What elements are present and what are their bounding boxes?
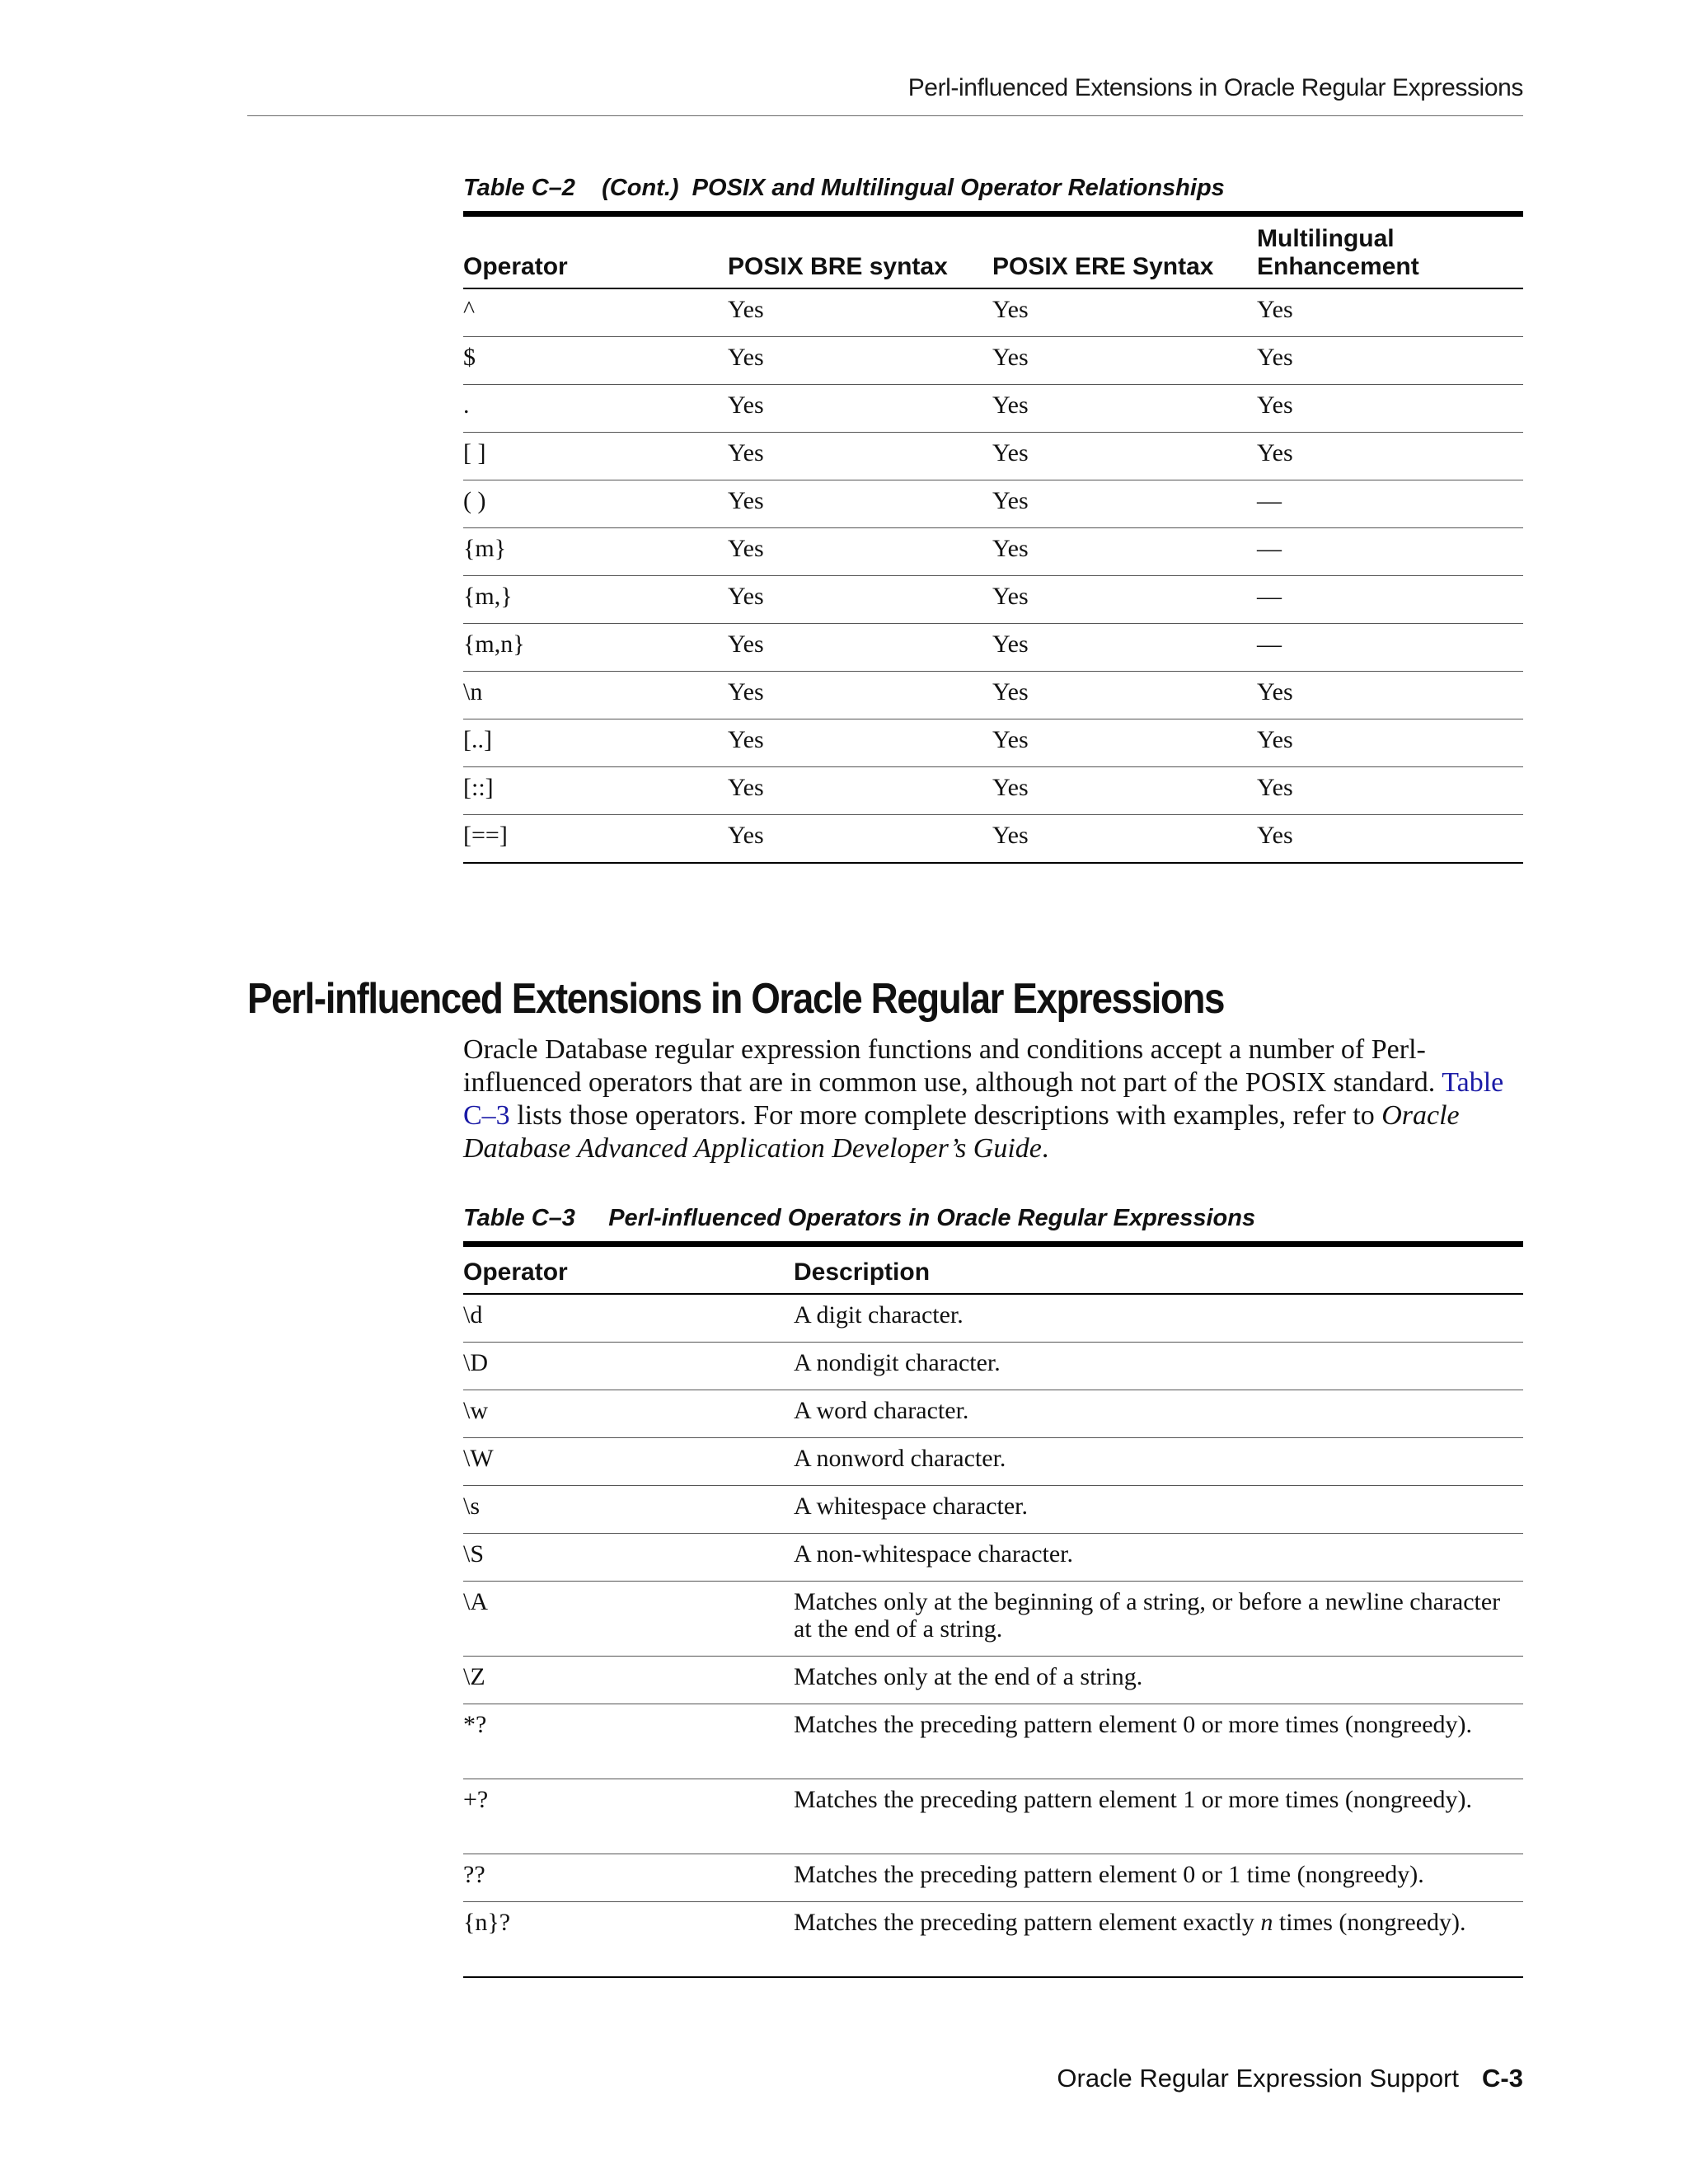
ere-cell: Yes xyxy=(992,822,1029,849)
table-c3 xyxy=(463,1241,1523,1978)
operator-cell: \s xyxy=(463,1486,794,1534)
bre-cell: Yes xyxy=(728,288,992,337)
operator-cell: \d xyxy=(463,1294,794,1343)
bre-cell: Yes xyxy=(728,719,992,767)
multilingual-cell: Yes xyxy=(1257,672,1523,719)
intro-text-2: lists those operators. For more complete descriptions with examples, refer to xyxy=(509,1100,1382,1131)
multilingual-cell: Yes xyxy=(1257,337,1523,385)
table-row xyxy=(463,1294,1523,1343)
header-operator: Operator xyxy=(463,214,728,289)
header-multilingual-line2: Enhancement xyxy=(1257,253,1419,280)
table-row xyxy=(463,1657,1523,1704)
multilingual-cell: Yes xyxy=(1257,822,1293,849)
operator-cell: \W xyxy=(463,1438,794,1486)
table-row xyxy=(463,672,1523,719)
ere-cell: Yes xyxy=(992,624,1257,672)
ere-cell: Yes xyxy=(992,433,1257,480)
header-multilingual-line1: Multilingual xyxy=(1257,225,1395,252)
ere-cell: Yes xyxy=(992,672,1257,719)
table-row xyxy=(463,385,1523,433)
table-header-row xyxy=(463,214,1523,289)
description-cell: A non-whitespace character. xyxy=(794,1534,1523,1582)
table-row xyxy=(463,1582,1523,1657)
operator-cell: ( ) xyxy=(463,480,728,528)
description-cell: A digit character. xyxy=(794,1294,1523,1343)
operator-cell: [==] xyxy=(463,822,508,849)
operator-cell: \n xyxy=(463,672,728,719)
description-cell: A word character. xyxy=(794,1390,1523,1438)
ere-cell: Yes xyxy=(992,719,1257,767)
table-row xyxy=(463,719,1523,767)
operator-cell: {m} xyxy=(463,528,728,576)
header-posix-ere: POSIX ERE Syntax xyxy=(992,214,1257,289)
intro-text-1: Oracle Database regular expression functions and conditions accept a number of Perl-influenced operators that are in common use, although not part of the POSIX standard. xyxy=(463,1034,1442,1098)
table-row xyxy=(463,1390,1523,1438)
operator-cell: [..] xyxy=(463,719,728,767)
multilingual-cell: — xyxy=(1257,480,1523,528)
description-cell: A nondigit character. xyxy=(794,1343,1523,1390)
operator-cell: +? xyxy=(463,1779,794,1854)
description-text: times (nongreedy). xyxy=(1273,1909,1466,1936)
footer-chapter: Oracle Regular Expression Support xyxy=(1057,2064,1460,2093)
description-cell: A nonword character. xyxy=(794,1438,1523,1486)
operator-cell: \S xyxy=(463,1534,794,1582)
table-c2-caption: Table C–2 (Cont.) POSIX and Multilingual Operator Relationships xyxy=(463,175,1225,201)
guide-title: Oracle Database Advanced Application Developer’s Guide xyxy=(463,1100,1460,1164)
header-posix-bre: POSIX BRE syntax xyxy=(728,214,992,289)
multilingual-cell: Yes xyxy=(1257,719,1523,767)
multilingual-cell: Yes xyxy=(1257,288,1523,337)
table-row xyxy=(463,288,1523,337)
table-row xyxy=(463,480,1523,528)
page-number: C-3 xyxy=(1482,2064,1523,2093)
description-cell: Matches only at the end of a string. xyxy=(794,1657,1523,1704)
table-row xyxy=(463,815,1523,864)
operator-cell: \w xyxy=(463,1390,794,1438)
table-row xyxy=(463,624,1523,672)
header-description: Description xyxy=(794,1244,1523,1295)
ere-cell: Yes xyxy=(992,288,1257,337)
table-c2 xyxy=(463,211,1523,864)
table-row xyxy=(463,528,1523,576)
bre-cell: Yes xyxy=(728,337,992,385)
bre-cell: Yes xyxy=(728,528,992,576)
operator-cell: {m,} xyxy=(463,576,728,624)
ere-cell: Yes xyxy=(992,385,1257,433)
intro-text-end: . xyxy=(1041,1133,1049,1164)
description-cell: Matches the preceding pattern element 0 or more times (nongreedy). xyxy=(794,1704,1523,1779)
table-row xyxy=(463,1486,1523,1534)
table-row xyxy=(463,767,1523,815)
header-multilingual xyxy=(1257,214,1523,289)
operator-cell: \Z xyxy=(463,1657,794,1704)
table-row xyxy=(463,1534,1523,1582)
multilingual-cell: Yes xyxy=(1257,433,1523,480)
multilingual-cell: Yes xyxy=(1257,767,1523,815)
table-row xyxy=(463,1854,1523,1902)
operator-cell: \A xyxy=(463,1582,794,1657)
table-row xyxy=(463,337,1523,385)
bre-cell: Yes xyxy=(728,433,992,480)
multilingual-cell: Yes xyxy=(1257,385,1523,433)
bre-cell: Yes xyxy=(728,576,992,624)
description-cell: Matches the preceding pattern element 0 or 1 time (nongreedy). xyxy=(794,1854,1523,1902)
ere-cell: Yes xyxy=(992,337,1257,385)
operator-cell: . xyxy=(463,385,728,433)
operator-cell: [ ] xyxy=(463,433,728,480)
description-cell: Matches the preceding pattern element 1 or more times (nongreedy). xyxy=(794,1779,1523,1854)
operator-cell: {m,n} xyxy=(463,624,728,672)
multilingual-cell: — xyxy=(1257,576,1523,624)
table-c3-caption: Table C–3 Perl-influenced Operators in Oracle Regular Expressions xyxy=(463,1205,1256,1231)
intro-paragraph xyxy=(463,1033,1526,1165)
section-heading: Perl-influenced Extensions in Oracle Regular Expressions xyxy=(247,975,1225,1023)
bre-cell: Yes xyxy=(728,480,992,528)
ere-cell: Yes xyxy=(992,480,1257,528)
running-head: Perl-influenced Extensions in Oracle Regular Expressions xyxy=(907,74,1523,101)
table-row xyxy=(463,433,1523,480)
bre-cell: Yes xyxy=(728,767,992,815)
operator-cell: *? xyxy=(463,1704,794,1779)
description-cell xyxy=(794,1902,1523,1978)
table-row xyxy=(463,1704,1523,1779)
bre-cell: Yes xyxy=(728,624,992,672)
operator-cell: ?? xyxy=(463,1854,794,1902)
multilingual-cell: — xyxy=(1257,528,1523,576)
table-header-row xyxy=(463,1244,1523,1295)
description-cell: A whitespace character. xyxy=(794,1486,1523,1534)
bre-cell: Yes xyxy=(728,672,992,719)
table-c3-link[interactable]: Table C–3 xyxy=(463,1067,1504,1131)
header-rule xyxy=(247,115,1523,116)
operator-cell: [::] xyxy=(463,767,728,815)
ere-cell: Yes xyxy=(992,576,1257,624)
description-cell: Matches only at the beginning of a string, or before a newline character at the end of a string. xyxy=(794,1582,1523,1657)
operator-cell: {n}? xyxy=(463,1909,511,1936)
header-operator: Operator xyxy=(463,1244,794,1295)
ere-cell: Yes xyxy=(992,767,1257,815)
operator-cell: ^ xyxy=(463,288,728,337)
operator-cell: $ xyxy=(463,337,728,385)
variable-n: n xyxy=(1260,1909,1273,1936)
table-row xyxy=(463,1779,1523,1854)
table-row xyxy=(463,1902,1523,1978)
operator-cell: \D xyxy=(463,1343,794,1390)
bre-cell: Yes xyxy=(728,822,764,849)
table-row xyxy=(463,1343,1523,1390)
table-row xyxy=(463,1438,1523,1486)
description-text: Matches the preceding pattern element exactly xyxy=(794,1909,1261,1936)
page-footer xyxy=(247,2064,1523,2093)
bre-cell: Yes xyxy=(728,385,992,433)
table-row xyxy=(463,576,1523,624)
multilingual-cell: — xyxy=(1257,624,1523,672)
ere-cell: Yes xyxy=(992,528,1257,576)
